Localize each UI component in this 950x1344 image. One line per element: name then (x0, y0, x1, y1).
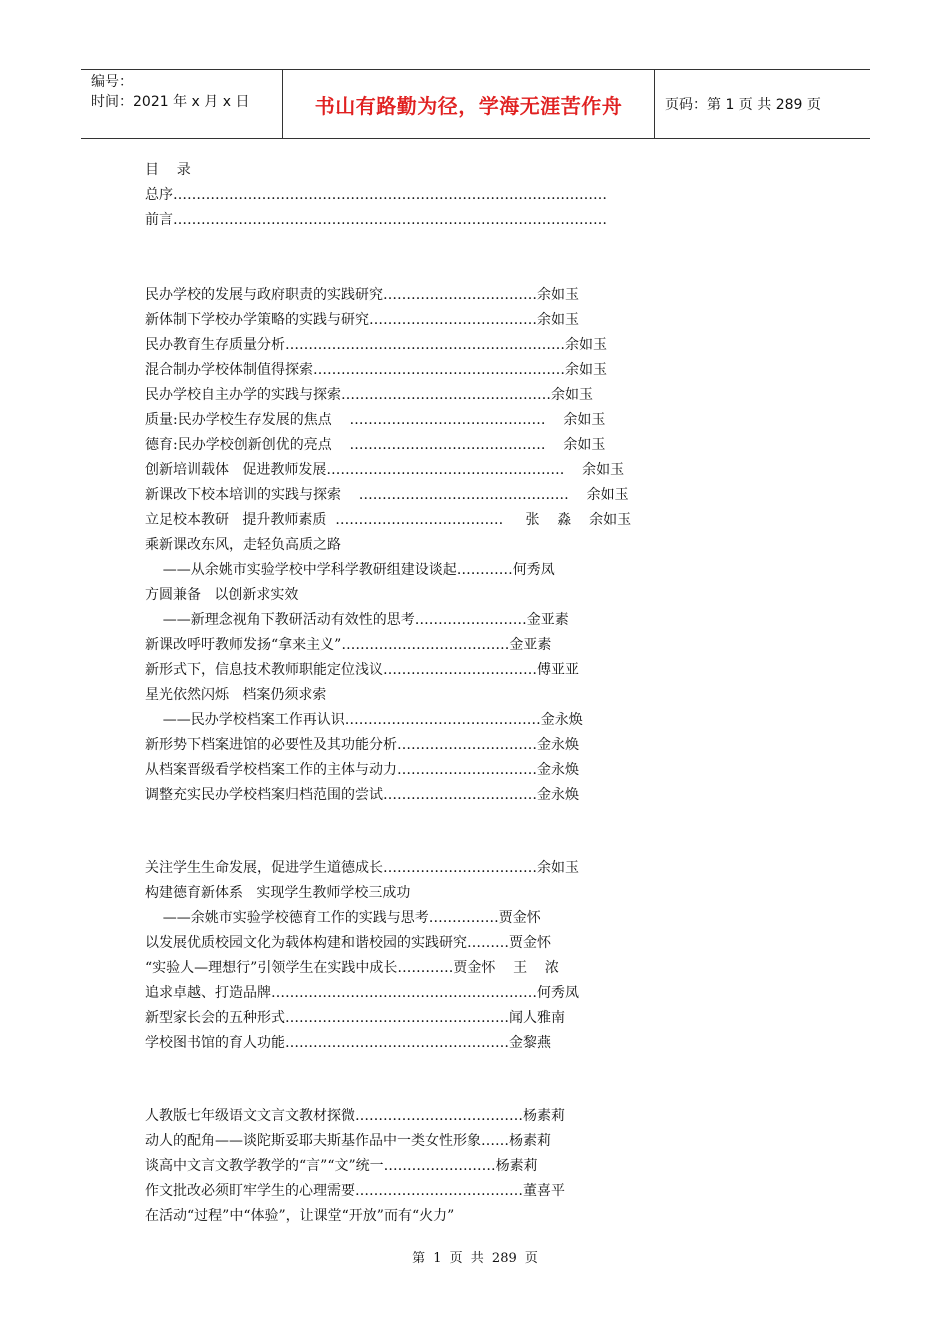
toc-entry: ——民办学校档案工作再认识……………………………………金永焕 (145, 712, 583, 728)
toc-entry: 乘新课改东风，走轻负高质之路 (145, 537, 341, 553)
toc-entry: 在活动“过程”中“体验”，让课堂“开放”而有“火力” (145, 1208, 455, 1224)
toc-entry: 新形式下，信息技术教师职能定位浅议……………………………傅亚亚 (145, 662, 579, 678)
toc-entry: 民办教育生存质量分析……………………………………………………余如玉 (145, 337, 607, 353)
toc-entry: 创新培训载体 促进教师发展…………………………………………… 余如玉 (145, 462, 625, 478)
toc-entry: 人教版七年级语文文言文教材探微………………………………杨素莉 (145, 1108, 565, 1124)
toc-entry: 质量:民办学校生存发展的焦点 …………………………………… 余如玉 (145, 412, 606, 428)
document-date-label: 时间：2021 年 x 月 x 日 (91, 94, 250, 110)
document-number-label: 编号： (91, 74, 133, 90)
toc-entry: 作文批改必须盯牢学生的心理需要………………………………董喜平 (145, 1183, 565, 1199)
toc-entry: 谈高中文言文教学教学的“言”“文”统一……………………杨素莉 (145, 1158, 538, 1174)
toc-entry: ——余姚市实验学校德育工作的实践与思考……………贾金怀 (145, 910, 541, 926)
toc-entry: 混合制办学校体制值得探索………………………………………………余如玉 (145, 362, 607, 378)
toc-entry: 动人的配角——谈陀斯妥耶夫斯基作品中一类女性形象……杨素莉 (145, 1133, 551, 1149)
toc-entry: 民办学校自主办学的实践与探索………………………………………余如玉 (145, 387, 593, 403)
toc-entry: 构建德育新体系 实现学生教师学校三成功 (145, 885, 411, 901)
toc-entry: 从档案晋级看学校档案工作的主体与动力…………………………金永焕 (145, 762, 579, 778)
toc-entry: 前言………………………………………………………………………………… (145, 212, 607, 228)
toc-entry: 以发展优质校园文化为载体构建和谐校园的实践研究………贾金怀 (145, 935, 551, 951)
toc-entry: 新课改下校本培训的实践与探索 ……………………………………… 余如玉 (145, 487, 629, 503)
toc-entry: 德育:民办学校创新创优的亮点 …………………………………… 余如玉 (145, 437, 606, 453)
toc-entry: 学校图书馆的育人功能…………………………………………金黎燕 (145, 1035, 551, 1051)
toc-entry: 星光依然闪烁 档案仍须求索 (145, 687, 327, 703)
toc-entry: “实验人—理想行”引领学生在实践中成长…………贾金怀 王 浓 (145, 960, 559, 976)
header-meta-cell (81, 70, 283, 138)
toc-entry: ——从余姚市实验学校中学科学教研组建设谈起…………何秀凤 (145, 562, 555, 578)
header-page-info: 页码：第 1 页 共 289 页 (665, 97, 821, 113)
toc-entry: 新型家长会的五种形式…………………………………………闻人雅南 (145, 1010, 565, 1026)
toc-entry: 追求卓越、打造品牌…………………………………………………何秀凤 (145, 985, 579, 1001)
toc-entry: 立足校本教研 提升教师素质 ……………………………… 张 淼 余如玉 (145, 512, 632, 528)
toc-entry: 新课改呼吁教师发扬“拿来主义”………………………………金亚素 (145, 637, 552, 653)
toc-entry: 调整充实民办学校档案归档范围的尝试……………………………金永焕 (145, 787, 579, 803)
document-header (81, 69, 870, 139)
header-motto: 书山有路勤为径，学海无涯苦作舟 (283, 70, 655, 138)
page-footer: 第 1 页 共 289 页 (412, 1251, 538, 1266)
toc-entry: 总序………………………………………………………………………………… (145, 187, 607, 203)
toc-entry: 方圆兼备 以创新求实效 (145, 587, 299, 603)
toc-entry: 关注学生生命发展，促进学生道德成长……………………………余如玉 (145, 860, 579, 876)
toc-entry: 民办学校的发展与政府职责的实践研究……………………………余如玉 (145, 287, 579, 303)
toc-entry: 新形势下档案进馆的必要性及其功能分析…………………………金永焕 (145, 737, 579, 753)
toc-entry: ——新理念视角下教研活动有效性的思考……………………金亚素 (145, 612, 569, 628)
toc-entry: 新体制下学校办学策略的实践与研究………………………………余如玉 (145, 312, 579, 328)
toc-title: 目 录 (145, 162, 191, 178)
